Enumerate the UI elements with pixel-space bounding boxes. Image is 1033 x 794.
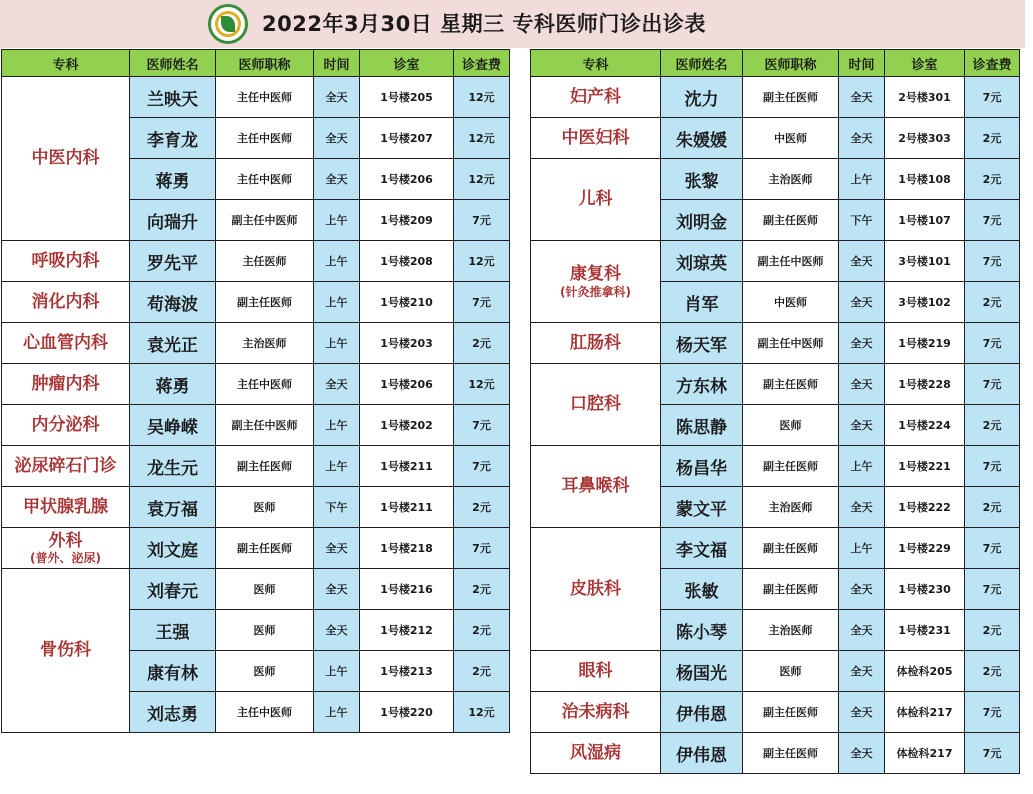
table-row (2, 528, 510, 569)
table-row (531, 159, 1020, 200)
table-row (2, 241, 510, 282)
clinic-room: 1号楼231 (885, 610, 965, 651)
clinic-room: 1号楼107 (885, 200, 965, 241)
clinic-room: 1号楼108 (885, 159, 965, 200)
table-row (2, 77, 510, 118)
dept-subtitle: (普外、泌尿) (30, 551, 101, 565)
dept-cell (2, 77, 130, 241)
table-row (531, 323, 1020, 364)
clinic-time: 全天 (839, 487, 885, 528)
doctor-title: 医师 (216, 569, 314, 610)
schedule-table-left (1, 49, 510, 733)
dept-cell (531, 118, 661, 159)
clinic-room: 1号楼202 (360, 405, 454, 446)
clinic-room: 1号楼212 (360, 610, 454, 651)
clinic-room: 1号楼230 (885, 569, 965, 610)
clinic-room: 1号楼216 (360, 569, 454, 610)
clinic-time: 全天 (314, 528, 360, 569)
clinic-room: 2号楼303 (885, 118, 965, 159)
doctor-name: 张黎 (661, 159, 743, 200)
dept-cell (2, 282, 130, 323)
table-row (531, 692, 1020, 733)
consult-fee: 2元 (454, 487, 510, 528)
consult-fee: 2元 (965, 651, 1020, 692)
clinic-time: 全天 (314, 118, 360, 159)
dept-cell (531, 364, 661, 446)
doctor-title: 副主任医师 (743, 200, 839, 241)
doctor-title: 副主任中医师 (743, 323, 839, 364)
doctor-name: 蒋勇 (130, 364, 216, 405)
clinic-time: 上午 (839, 528, 885, 569)
doctor-name: 李文福 (661, 528, 743, 569)
header-fee: 诊查费 (454, 50, 510, 77)
doctor-name: 康有林 (130, 651, 216, 692)
doctor-name: 刘春元 (130, 569, 216, 610)
doctor-title: 副主任医师 (743, 364, 839, 405)
dept-cell (531, 159, 661, 241)
header-time: 时间 (839, 50, 885, 77)
header-room: 诊室 (885, 50, 965, 77)
doctor-name: 袁光正 (130, 323, 216, 364)
clinic-time: 下午 (839, 200, 885, 241)
header-name: 医师姓名 (661, 50, 743, 77)
table-row (531, 651, 1020, 692)
dept-name: 中医妇科 (561, 127, 630, 148)
doctor-title: 主任中医师 (216, 159, 314, 200)
clinic-room: 体检科217 (885, 692, 965, 733)
dept-cell (531, 733, 661, 774)
clinic-time: 上午 (314, 241, 360, 282)
consult-fee: 2元 (454, 651, 510, 692)
dept-cell (2, 569, 130, 733)
doctor-title: 副主任中医师 (743, 241, 839, 282)
clinic-time: 全天 (314, 159, 360, 200)
table-row (2, 364, 510, 405)
clinic-time: 全天 (839, 405, 885, 446)
clinic-time: 下午 (314, 487, 360, 528)
clinic-room: 1号楼206 (360, 159, 454, 200)
dept-name: 口腔科 (570, 394, 621, 415)
table-row (531, 733, 1020, 774)
clinic-time: 全天 (314, 610, 360, 651)
table-row (531, 118, 1020, 159)
dept-cell (531, 241, 661, 323)
clinic-room: 2号楼301 (885, 77, 965, 118)
doctor-title: 主治医师 (743, 487, 839, 528)
dept-cell (531, 651, 661, 692)
consult-fee: 7元 (965, 733, 1020, 774)
doctor-title: 副主任医师 (216, 446, 314, 487)
dept-name: 肛肠科 (570, 332, 621, 353)
doctor-title: 医师 (216, 610, 314, 651)
dept-cell (2, 487, 130, 528)
clinic-time: 全天 (839, 569, 885, 610)
doctor-name: 伊伟恩 (661, 692, 743, 733)
clinic-time: 全天 (314, 77, 360, 118)
clinic-time: 全天 (839, 610, 885, 651)
dept-name: 甲状腺乳腺 (23, 496, 108, 517)
doctor-name: 肖军 (661, 282, 743, 323)
doctor-name: 杨天军 (661, 323, 743, 364)
dept-name: 儿科 (578, 189, 613, 210)
doctor-title: 主任中医师 (216, 118, 314, 159)
clinic-time: 全天 (314, 569, 360, 610)
consult-fee: 2元 (965, 487, 1020, 528)
doctor-name: 陈思静 (661, 405, 743, 446)
title-banner (0, 0, 1025, 48)
header-row (2, 50, 510, 77)
clinic-room: 1号楼218 (360, 528, 454, 569)
doctor-name: 向瑞升 (130, 200, 216, 241)
doctor-name: 朱媛媛 (661, 118, 743, 159)
clinic-room: 1号楼207 (360, 118, 454, 159)
header-row (531, 50, 1020, 77)
dept-name: 康复科 (570, 264, 621, 285)
consult-fee: 7元 (965, 77, 1020, 118)
dept-cell (531, 323, 661, 364)
clinic-time: 全天 (314, 364, 360, 405)
consult-fee: 2元 (454, 610, 510, 651)
doctor-title: 副主任医师 (743, 446, 839, 487)
header-title: 医师职称 (743, 50, 839, 77)
dept-name: 眼科 (578, 660, 613, 681)
doctor-name: 罗先平 (130, 241, 216, 282)
consult-fee: 2元 (965, 118, 1020, 159)
dept-name: 中医内科 (31, 148, 100, 169)
dept-cell (531, 528, 661, 651)
doctor-name: 杨昌华 (661, 446, 743, 487)
header-room: 诊室 (360, 50, 454, 77)
doctor-name: 苟海波 (130, 282, 216, 323)
doctor-title: 副主任医师 (216, 282, 314, 323)
clinic-room: 体检科205 (885, 651, 965, 692)
doctor-name: 刘琼英 (661, 241, 743, 282)
header-fee: 诊查费 (965, 50, 1020, 77)
dept-name: 呼吸内科 (31, 250, 100, 271)
doctor-name: 刘明金 (661, 200, 743, 241)
doctor-name: 吴峥嵘 (130, 405, 216, 446)
consult-fee: 2元 (965, 405, 1020, 446)
clinic-room: 1号楼229 (885, 528, 965, 569)
clinic-room: 1号楼213 (360, 651, 454, 692)
doctor-title: 主任中医师 (216, 692, 314, 733)
doctor-name: 刘文庭 (130, 528, 216, 569)
doctor-title: 副主任医师 (743, 528, 839, 569)
clinic-room: 1号楼209 (360, 200, 454, 241)
doctor-title: 医师 (743, 651, 839, 692)
doctor-name: 伊伟恩 (661, 733, 743, 774)
doctor-title: 副主任医师 (743, 569, 839, 610)
consult-fee: 12元 (454, 159, 510, 200)
consult-fee: 7元 (965, 528, 1020, 569)
page-title: 2022年3月30日 星期三 专科医师门诊出诊表 (262, 12, 706, 36)
doctor-title: 副主任医师 (743, 77, 839, 118)
table-row (2, 569, 510, 610)
clinic-time: 上午 (839, 159, 885, 200)
header-time: 时间 (314, 50, 360, 77)
dept-name: 外科 (48, 530, 83, 551)
header-name: 医师姓名 (130, 50, 216, 77)
doctor-title: 主任中医师 (216, 77, 314, 118)
doctor-title: 副主任医师 (743, 692, 839, 733)
doctor-name: 张敏 (661, 569, 743, 610)
doctor-title: 副主任医师 (216, 528, 314, 569)
clinic-time: 全天 (839, 282, 885, 323)
clinic-room: 1号楼210 (360, 282, 454, 323)
dept-name: 消化内科 (31, 291, 100, 312)
dept-cell (2, 446, 130, 487)
clinic-time: 上午 (314, 323, 360, 364)
clinic-time: 上午 (314, 651, 360, 692)
consult-fee: 7元 (965, 446, 1020, 487)
clinic-room: 1号楼220 (360, 692, 454, 733)
header-title: 医师职称 (216, 50, 314, 77)
doctor-title: 主治医师 (216, 323, 314, 364)
dept-cell (2, 405, 130, 446)
dept-name: 内分泌科 (31, 414, 100, 435)
consult-fee: 7元 (965, 364, 1020, 405)
header-dept: 专科 (2, 50, 130, 77)
doctor-name: 兰映天 (130, 77, 216, 118)
dept-name: 妇产科 (570, 86, 621, 107)
dept-cell (2, 323, 130, 364)
clinic-time: 上午 (314, 405, 360, 446)
table-row (2, 487, 510, 528)
clinic-time: 上午 (839, 446, 885, 487)
clinic-time: 上午 (314, 446, 360, 487)
doctor-title: 主治医师 (743, 610, 839, 651)
consult-fee: 7元 (454, 528, 510, 569)
consult-fee: 7元 (965, 692, 1020, 733)
consult-fee: 12元 (454, 241, 510, 282)
clinic-time: 全天 (839, 364, 885, 405)
consult-fee: 2元 (965, 282, 1020, 323)
doctor-name: 沈力 (661, 77, 743, 118)
clinic-room: 1号楼222 (885, 487, 965, 528)
table-row (2, 405, 510, 446)
doctor-title: 中医师 (743, 282, 839, 323)
doctor-title: 副主任中医师 (216, 200, 314, 241)
clinic-room: 3号楼101 (885, 241, 965, 282)
clinic-room: 1号楼228 (885, 364, 965, 405)
dept-name: 皮肤科 (570, 578, 621, 599)
clinic-time: 全天 (839, 733, 885, 774)
dept-cell (2, 528, 130, 569)
doctor-name: 陈小琴 (661, 610, 743, 651)
doctor-name: 方东林 (661, 364, 743, 405)
consult-fee: 2元 (965, 159, 1020, 200)
table-row (531, 446, 1020, 487)
consult-fee: 7元 (454, 282, 510, 323)
consult-fee: 2元 (965, 610, 1020, 651)
table-row (531, 77, 1020, 118)
clinic-time: 上午 (314, 282, 360, 323)
clinic-room: 1号楼208 (360, 241, 454, 282)
clinic-room: 1号楼205 (360, 77, 454, 118)
dept-name: 治未病科 (561, 701, 630, 722)
doctor-title: 医师 (216, 487, 314, 528)
clinic-room: 体检科217 (885, 733, 965, 774)
table-row (2, 323, 510, 364)
doctor-title: 医师 (216, 651, 314, 692)
consult-fee: 7元 (965, 569, 1020, 610)
consult-fee: 2元 (454, 569, 510, 610)
doctor-name: 蒙文平 (661, 487, 743, 528)
table-row (2, 282, 510, 323)
clinic-room: 1号楼211 (360, 487, 454, 528)
clinic-room: 1号楼211 (360, 446, 454, 487)
clinic-time: 全天 (839, 651, 885, 692)
doctor-name: 李育龙 (130, 118, 216, 159)
dept-cell (531, 692, 661, 733)
doctor-name: 龙生元 (130, 446, 216, 487)
consult-fee: 12元 (454, 77, 510, 118)
doctor-title: 中医师 (743, 118, 839, 159)
doctor-title: 主任医师 (216, 241, 314, 282)
consult-fee: 7元 (965, 200, 1020, 241)
doctor-title: 主任中医师 (216, 364, 314, 405)
clinic-room: 1号楼203 (360, 323, 454, 364)
dept-name: 风湿病 (570, 742, 621, 763)
table-row (531, 528, 1020, 569)
clinic-time: 全天 (839, 241, 885, 282)
clinic-room: 3号楼102 (885, 282, 965, 323)
table-row (531, 364, 1020, 405)
clinic-room: 1号楼224 (885, 405, 965, 446)
dept-name: 骨伤科 (40, 640, 91, 661)
consult-fee: 7元 (454, 200, 510, 241)
clinic-time: 上午 (314, 692, 360, 733)
consult-fee: 7元 (965, 241, 1020, 282)
doctor-name: 蒋勇 (130, 159, 216, 200)
doctor-name: 王强 (130, 610, 216, 651)
consult-fee: 7元 (454, 446, 510, 487)
dept-cell (531, 77, 661, 118)
dept-name: 肿瘤内科 (31, 373, 100, 394)
dept-subtitle: (针灸推拿科) (560, 284, 631, 299)
clinic-room: 1号楼206 (360, 364, 454, 405)
dept-cell (2, 364, 130, 405)
consult-fee: 12元 (454, 692, 510, 733)
consult-fee: 12元 (454, 364, 510, 405)
clinic-room: 1号楼221 (885, 446, 965, 487)
doctor-name: 杨国光 (661, 651, 743, 692)
doctor-name: 袁万福 (130, 487, 216, 528)
dept-name: 耳鼻喉科 (561, 476, 630, 497)
consult-fee: 12元 (454, 118, 510, 159)
dept-cell (531, 446, 661, 528)
consult-fee: 2元 (454, 323, 510, 364)
hospital-logo-icon (208, 4, 248, 44)
dept-cell (2, 241, 130, 282)
consult-fee: 7元 (454, 405, 510, 446)
schedule-table-right (530, 49, 1020, 774)
consult-fee: 7元 (965, 323, 1020, 364)
doctor-title: 副主任中医师 (216, 405, 314, 446)
clinic-room: 1号楼219 (885, 323, 965, 364)
doctor-title: 副主任医师 (743, 733, 839, 774)
clinic-time: 全天 (839, 77, 885, 118)
clinic-time: 上午 (314, 200, 360, 241)
clinic-time: 全天 (839, 692, 885, 733)
doctor-name: 刘志勇 (130, 692, 216, 733)
doctor-title: 主治医师 (743, 159, 839, 200)
dept-name: 心血管内科 (23, 332, 108, 353)
table-row (531, 241, 1020, 282)
header-dept: 专科 (531, 50, 661, 77)
clinic-time: 全天 (839, 118, 885, 159)
table-row (2, 446, 510, 487)
clinic-time: 全天 (839, 323, 885, 364)
dept-name: 泌尿碎石门诊 (14, 455, 117, 476)
doctor-title: 医师 (743, 405, 839, 446)
